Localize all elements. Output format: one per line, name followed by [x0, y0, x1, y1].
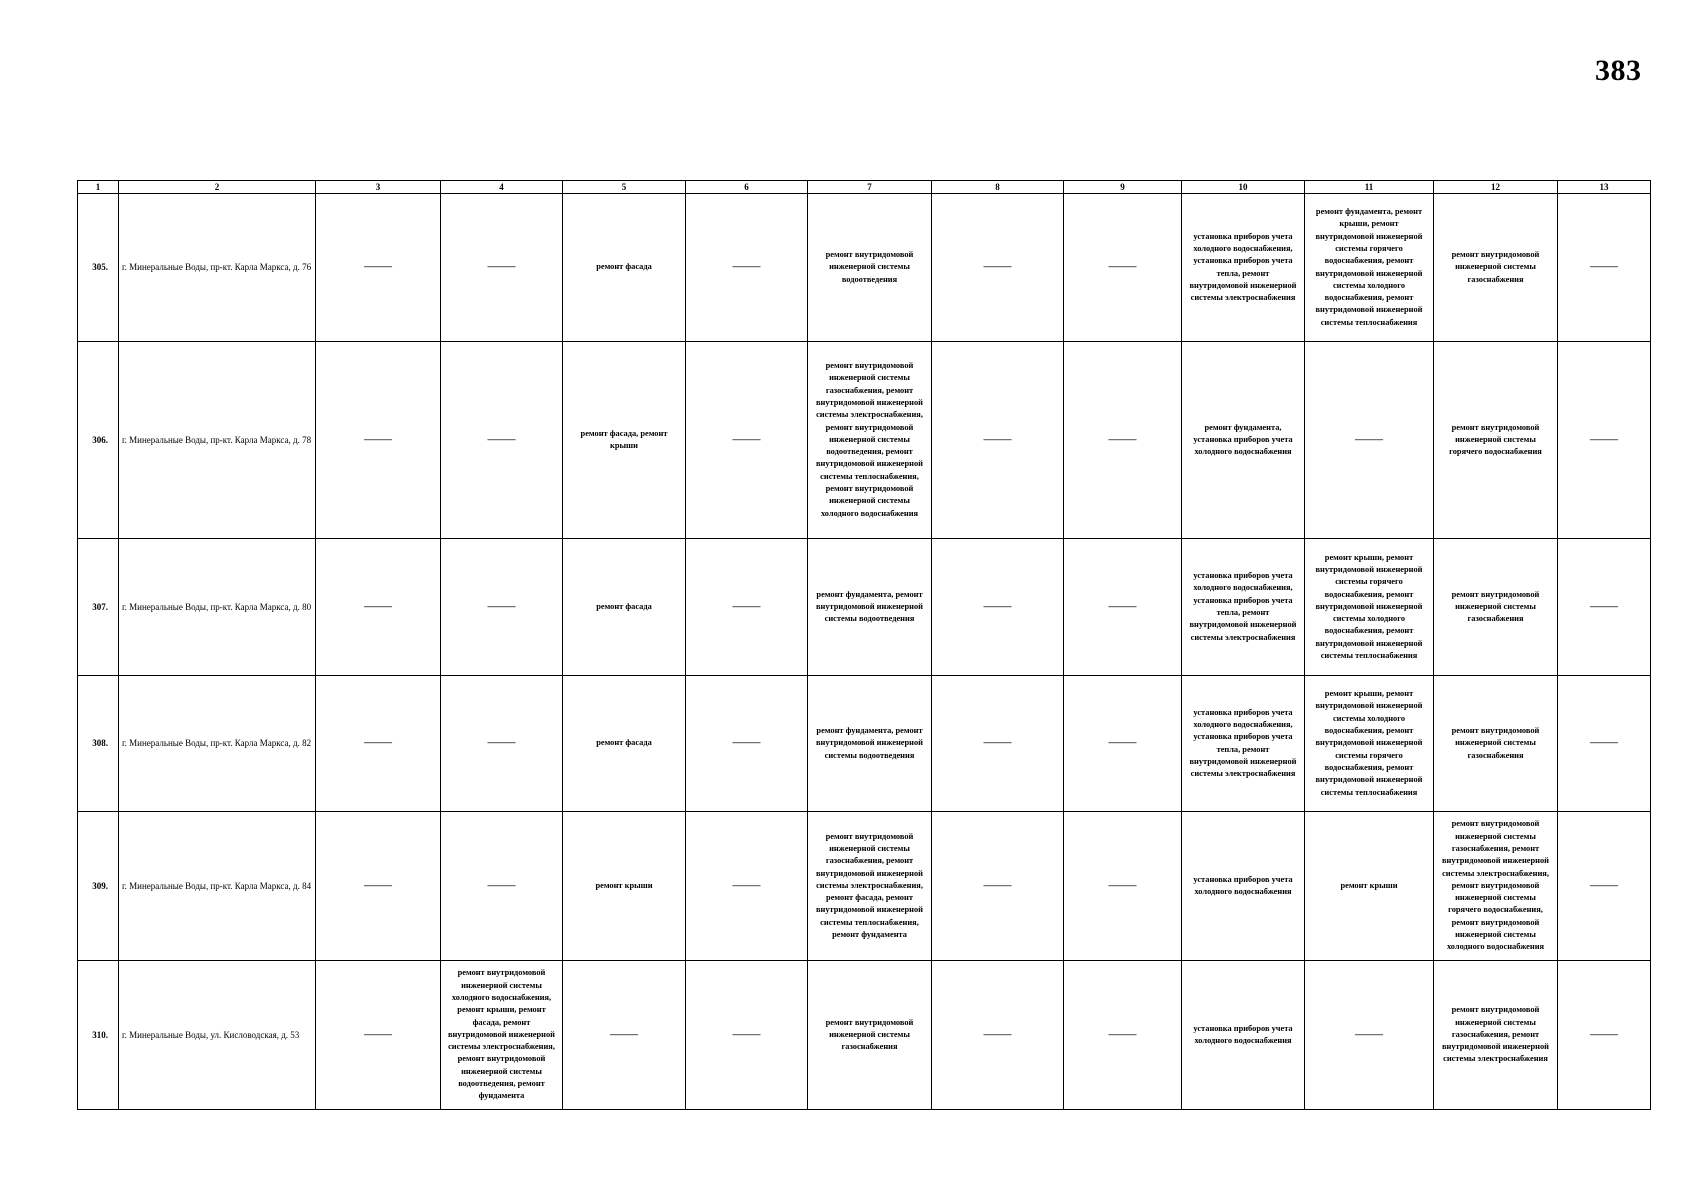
repair-schedule-table: [77, 180, 1651, 1110]
work-description-cell: установка приборов учета холодного водоснабжения, установка приборов учета тепла, ремонт внутридомовой инженерной системы электроснабжения: [1182, 676, 1305, 812]
work-description-cell: установка приборов учета холодного водоснабжения, установка приборов учета тепла, ремонт внутридомовой инженерной системы электроснабжения: [1182, 194, 1305, 342]
empty-dash-cell: ——: [686, 676, 808, 812]
empty-dash-cell: ——: [1558, 961, 1651, 1110]
page-number: 383: [1595, 54, 1642, 87]
address-cell: г. Минеральные Воды, пр-кт. Карла Маркса, д. 80: [119, 539, 316, 676]
empty-dash-cell: ——: [932, 812, 1064, 961]
column-number-7: 7: [808, 181, 932, 194]
empty-dash-cell: ——: [441, 539, 563, 676]
empty-dash-cell: ——: [1064, 539, 1182, 676]
row-number-cell: 309.: [78, 812, 119, 961]
empty-dash-cell: ——: [686, 194, 808, 342]
work-description-cell: ремонт фундамента, установка приборов учета холодного водоснабжения: [1182, 342, 1305, 539]
work-description-cell: ремонт крыши: [1305, 812, 1434, 961]
work-description-cell: ремонт внутридомовой инженерной системы газоснабжения: [1434, 194, 1558, 342]
column-number-1: 1: [78, 181, 119, 194]
work-description-cell: ремонт крыши: [563, 812, 686, 961]
empty-dash-cell: ——: [932, 342, 1064, 539]
column-number-2: 2: [119, 181, 316, 194]
empty-dash-cell: ——: [441, 194, 563, 342]
work-description-cell: ремонт фундамента, ремонт внутридомовой инженерной системы водоотведения: [808, 539, 932, 676]
empty-dash-cell: ——: [316, 812, 441, 961]
empty-dash-cell: ——: [686, 961, 808, 1110]
table-row: [78, 961, 1651, 1110]
table-row: [78, 812, 1651, 961]
table-row: [78, 676, 1651, 812]
row-number-cell: 307.: [78, 539, 119, 676]
empty-dash-cell: ——: [932, 961, 1064, 1110]
empty-dash-cell: ——: [932, 539, 1064, 676]
empty-dash-cell: ——: [316, 961, 441, 1110]
column-number-8: 8: [932, 181, 1064, 194]
column-number-11: 11: [1305, 181, 1434, 194]
empty-dash-cell: ——: [441, 812, 563, 961]
row-number-cell: 306.: [78, 342, 119, 539]
work-description-cell: ремонт внутридомовой инженерной системы газоснабжения, ремонт внутридомовой инженерной системы электроснабжения, ремонт внутридомовой инженерной системы горячего водоснабжения, ремонт внутридомовой инженерной системы холодного водоснабжения: [1434, 812, 1558, 961]
column-number-12: 12: [1434, 181, 1558, 194]
work-description-cell: ремонт крыши, ремонт внутридомовой инженерной системы горячего водоснабжения, ремонт внутридомовой инженерной системы холодного водоснабжения, ремонт внутридомовой инженерной системы теплоснабжения: [1305, 539, 1434, 676]
empty-dash-cell: ——: [932, 194, 1064, 342]
address-cell: г. Минеральные Воды, пр-кт. Карла Маркса, д. 84: [119, 812, 316, 961]
work-description-cell: ремонт фундамента, ремонт крыши, ремонт внутридомовой инженерной системы горячего водоснабжения, ремонт внутридомовой инженерной системы холодного водоснабжения, ремонт внутридомовой инженерной системы теплоснабжения: [1305, 194, 1434, 342]
empty-dash-cell: ——: [1064, 342, 1182, 539]
work-description-cell: ремонт внутридомовой инженерной системы холодного водоснабжения, ремонт крыши, ремонт фасада, ремонт внутридомовой инженерной системы электроснабжения, ремонт внутридомовой инженерной системы водоотведения, ремонт фундамента: [441, 961, 563, 1110]
empty-dash-cell: ——: [441, 676, 563, 812]
column-number-10: 10: [1182, 181, 1305, 194]
empty-dash-cell: ——: [1558, 342, 1651, 539]
empty-dash-cell: ——: [1558, 539, 1651, 676]
work-description-cell: ремонт внутридомовой инженерной системы газоснабжения, ремонт внутридомовой инженерной системы электроснабжения: [1434, 961, 1558, 1110]
empty-dash-cell: ——: [686, 539, 808, 676]
work-description-cell: ремонт фасада, ремонт крыши: [563, 342, 686, 539]
empty-dash-cell: ——: [316, 539, 441, 676]
column-number-3: 3: [316, 181, 441, 194]
row-number-cell: 305.: [78, 194, 119, 342]
work-description-cell: установка приборов учета холодного водоснабжения, установка приборов учета тепла, ремонт внутридомовой инженерной системы электроснабжения: [1182, 539, 1305, 676]
empty-dash-cell: ——: [1064, 961, 1182, 1110]
address-cell: г. Минеральные Воды, ул. Кисловодская, д. 53: [119, 961, 316, 1110]
empty-dash-cell: ——: [316, 194, 441, 342]
row-number-cell: 310.: [78, 961, 119, 1110]
empty-dash-cell: ——: [1064, 676, 1182, 812]
empty-dash-cell: ——: [1558, 812, 1651, 961]
column-number-5: 5: [563, 181, 686, 194]
empty-dash-cell: ——: [316, 676, 441, 812]
work-description-cell: ремонт внутридомовой инженерной системы водоотведения: [808, 194, 932, 342]
work-description-cell: ремонт фасада: [563, 194, 686, 342]
address-cell: г. Минеральные Воды, пр-кт. Карла Маркса, д. 82: [119, 676, 316, 812]
work-description-cell: ремонт фасада: [563, 539, 686, 676]
address-cell: г. Минеральные Воды, пр-кт. Карла Маркса, д. 76: [119, 194, 316, 342]
empty-dash-cell: ——: [1064, 194, 1182, 342]
empty-dash-cell: ——: [563, 961, 686, 1110]
work-description-cell: ремонт внутридомовой инженерной системы газоснабжения: [1434, 676, 1558, 812]
table-body: [78, 194, 1651, 1110]
work-description-cell: ремонт фундамента, ремонт внутридомовой инженерной системы водоотведения: [808, 676, 932, 812]
row-number-cell: 308.: [78, 676, 119, 812]
empty-dash-cell: ——: [686, 342, 808, 539]
empty-dash-cell: ——: [1558, 676, 1651, 812]
empty-dash-cell: ——: [316, 342, 441, 539]
empty-dash-cell: ——: [932, 676, 1064, 812]
column-number-6: 6: [686, 181, 808, 194]
work-description-cell: ремонт внутридомовой инженерной системы газоснабжения: [1434, 539, 1558, 676]
work-description-cell: ремонт внутридомовой инженерной системы газоснабжения, ремонт внутридомовой инженерной системы электроснабжения, ремонт фасада, ремонт внутридомовой инженерной системы теплоснабжения, ремонт фундамента: [808, 812, 932, 961]
column-number-row: [78, 181, 1651, 194]
column-number-4: 4: [441, 181, 563, 194]
table-row: [78, 194, 1651, 342]
empty-dash-cell: ——: [441, 342, 563, 539]
column-number-9: 9: [1064, 181, 1182, 194]
table-row: [78, 539, 1651, 676]
empty-dash-cell: ——: [686, 812, 808, 961]
work-description-cell: установка приборов учета холодного водоснабжения: [1182, 961, 1305, 1110]
work-description-cell: ремонт внутридомовой инженерной системы газоснабжения, ремонт внутридомовой инженерной системы электроснабжения, ремонт внутридомовой инженерной системы водоотведения, ремонт внутридомовой инженерной системы теплоснабжения, ремонт внутридомовой инженерной системы холодного водоснабжения: [808, 342, 932, 539]
column-number-13: 13: [1558, 181, 1651, 194]
work-description-cell: ремонт внутридомовой инженерной системы газоснабжения: [808, 961, 932, 1110]
empty-dash-cell: ——: [1064, 812, 1182, 961]
work-description-cell: ремонт внутридомовой инженерной системы горячего водоснабжения: [1434, 342, 1558, 539]
address-cell: г. Минеральные Воды, пр-кт. Карла Маркса, д. 78: [119, 342, 316, 539]
work-description-cell: ремонт крыши, ремонт внутридомовой инженерной системы холодного водоснабжения, ремонт внутридомовой инженерной системы горячего водоснабжения, ремонт внутридомовой инженерной системы теплоснабжения: [1305, 676, 1434, 812]
empty-dash-cell: ——: [1558, 194, 1651, 342]
empty-dash-cell: ——: [1305, 961, 1434, 1110]
work-description-cell: ремонт фасада: [563, 676, 686, 812]
table-row: [78, 342, 1651, 539]
work-description-cell: установка приборов учета холодного водоснабжения: [1182, 812, 1305, 961]
empty-dash-cell: ——: [1305, 342, 1434, 539]
